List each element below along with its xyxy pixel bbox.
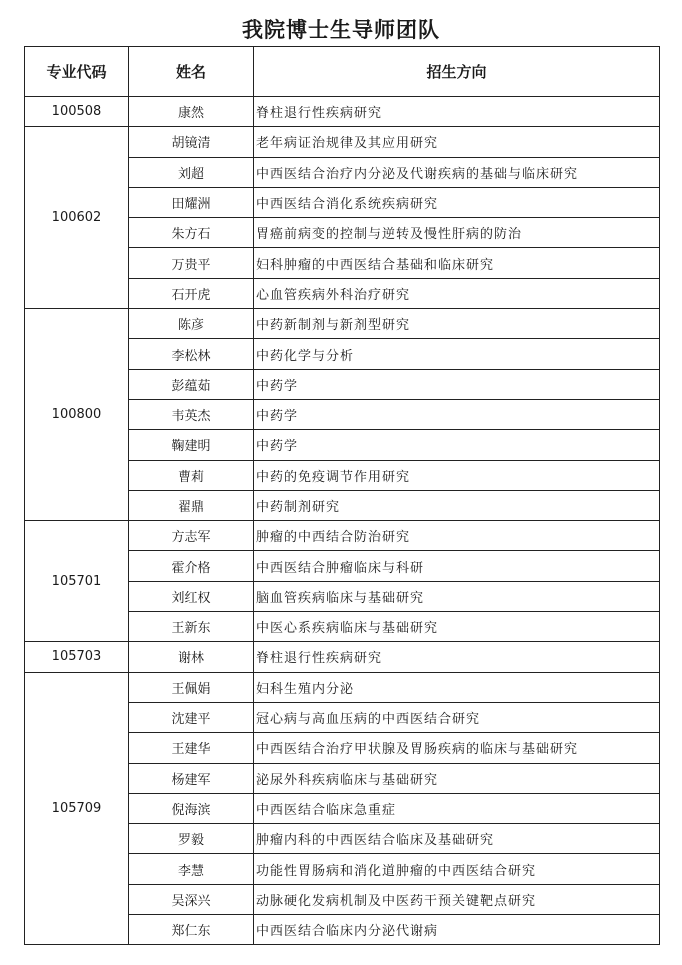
table-row xyxy=(25,642,660,672)
advisor-name-cell: 翟鼎 xyxy=(129,490,254,520)
research-direction-cell: 中药学 xyxy=(254,399,660,429)
research-direction-cell: 中药制剂研究 xyxy=(254,490,660,520)
research-direction-cell: 泌尿外科疾病临床与基础研究 xyxy=(254,763,660,793)
table-row xyxy=(25,97,660,127)
advisor-name-cell: 刘红权 xyxy=(129,581,254,611)
research-direction-cell: 老年病证治规律及其应用研究 xyxy=(254,127,660,157)
advisor-name-cell: 李松林 xyxy=(129,339,254,369)
page-title: 我院博士生导师团队 xyxy=(242,18,440,42)
research-direction-cell: 中医心系疾病临床与基础研究 xyxy=(254,612,660,642)
advisor-name-cell: 陈彦 xyxy=(129,309,254,339)
advisor-name-cell: 刘超 xyxy=(129,157,254,187)
research-direction-cell: 脑血管疾病临床与基础研究 xyxy=(254,581,660,611)
research-direction-cell: 脊柱退行性疾病研究 xyxy=(254,97,660,127)
advisor-name-cell: 王建华 xyxy=(129,733,254,763)
research-direction-cell: 中西医结合肿瘤临床与科研 xyxy=(254,551,660,581)
table-row xyxy=(25,309,660,339)
major-code-cell: 100800 xyxy=(25,309,129,521)
advisor-name-cell: 康然 xyxy=(129,97,254,127)
research-direction-cell: 妇科生殖内分泌 xyxy=(254,672,660,702)
table-header-row xyxy=(25,47,660,97)
advisor-name-cell: 倪海滨 xyxy=(129,793,254,823)
advisor-name-cell: 万贵平 xyxy=(129,248,254,278)
table-row xyxy=(25,521,660,551)
advisor-name-cell: 霍介格 xyxy=(129,551,254,581)
advisor-name-cell: 朱方石 xyxy=(129,218,254,248)
advisor-name-cell: 方志军 xyxy=(129,521,254,551)
advisor-name-cell: 田耀洲 xyxy=(129,187,254,217)
advisor-name-cell: 沈建平 xyxy=(129,702,254,732)
header-direction: 招生方向 xyxy=(254,47,660,97)
table-row xyxy=(25,672,660,702)
research-direction-cell: 功能性胃肠病和消化道肿瘤的中西医结合研究 xyxy=(254,854,660,884)
research-direction-cell: 中西医结合消化系统疾病研究 xyxy=(254,187,660,217)
research-direction-cell: 中西医结合治疗内分泌及代谢疾病的基础与临床研究 xyxy=(254,157,660,187)
research-direction-cell: 中药化学与分析 xyxy=(254,339,660,369)
advisor-name-cell: 杨建军 xyxy=(129,763,254,793)
research-direction-cell: 肿瘤内科的中西医结合临床及基础研究 xyxy=(254,824,660,854)
major-code-cell: 105703 xyxy=(25,642,129,672)
research-direction-cell: 中药学 xyxy=(254,430,660,460)
advisor-name-cell: 王佩娟 xyxy=(129,672,254,702)
major-code-cell: 105701 xyxy=(25,521,129,642)
major-code-cell: 100508 xyxy=(25,97,129,127)
research-direction-cell: 脊柱退行性疾病研究 xyxy=(254,642,660,672)
advisor-name-cell: 谢林 xyxy=(129,642,254,672)
advisor-name-cell: 王新东 xyxy=(129,612,254,642)
research-direction-cell: 中药的免疫调节作用研究 xyxy=(254,460,660,490)
advisor-name-cell: 李慧 xyxy=(129,854,254,884)
research-direction-cell: 中西医结合治疗甲状腺及胃肠疾病的临床与基础研究 xyxy=(254,733,660,763)
research-direction-cell: 中药新制剂与新剂型研究 xyxy=(254,309,660,339)
major-code-cell: 105709 xyxy=(25,672,129,945)
advisor-name-cell: 郑仁东 xyxy=(129,915,254,945)
advisor-name-cell: 鞠建明 xyxy=(129,430,254,460)
advisor-name-cell: 曹莉 xyxy=(129,460,254,490)
research-direction-cell: 肿瘤的中西结合防治研究 xyxy=(254,521,660,551)
research-direction-cell: 中药学 xyxy=(254,369,660,399)
research-direction-cell: 心血管疾病外科治疗研究 xyxy=(254,278,660,308)
research-direction-cell: 冠心病与高血压病的中西医结合研究 xyxy=(254,702,660,732)
research-direction-cell: 胃癌前病变的控制与逆转及慢性肝病的防治 xyxy=(254,218,660,248)
research-direction-cell: 妇科肿瘤的中西医结合基础和临床研究 xyxy=(254,248,660,278)
header-name: 姓名 xyxy=(129,47,254,97)
research-direction-cell: 动脉硬化发病机制及中医药干预关键靶点研究 xyxy=(254,884,660,914)
advisor-name-cell: 韦英杰 xyxy=(129,399,254,429)
advisor-table xyxy=(24,46,660,945)
advisor-name-cell: 吴深兴 xyxy=(129,884,254,914)
advisor-name-cell: 罗毅 xyxy=(129,824,254,854)
major-code-cell: 100602 xyxy=(25,127,129,309)
header-code: 专业代码 xyxy=(25,47,129,97)
advisor-name-cell: 彭蕴茹 xyxy=(129,369,254,399)
research-direction-cell: 中西医结合临床急重症 xyxy=(254,793,660,823)
research-direction-cell: 中西医结合临床内分泌代谢病 xyxy=(254,915,660,945)
table-row xyxy=(25,127,660,157)
advisor-name-cell: 石开虎 xyxy=(129,278,254,308)
table-body xyxy=(25,97,660,945)
advisor-name-cell: 胡镜清 xyxy=(129,127,254,157)
